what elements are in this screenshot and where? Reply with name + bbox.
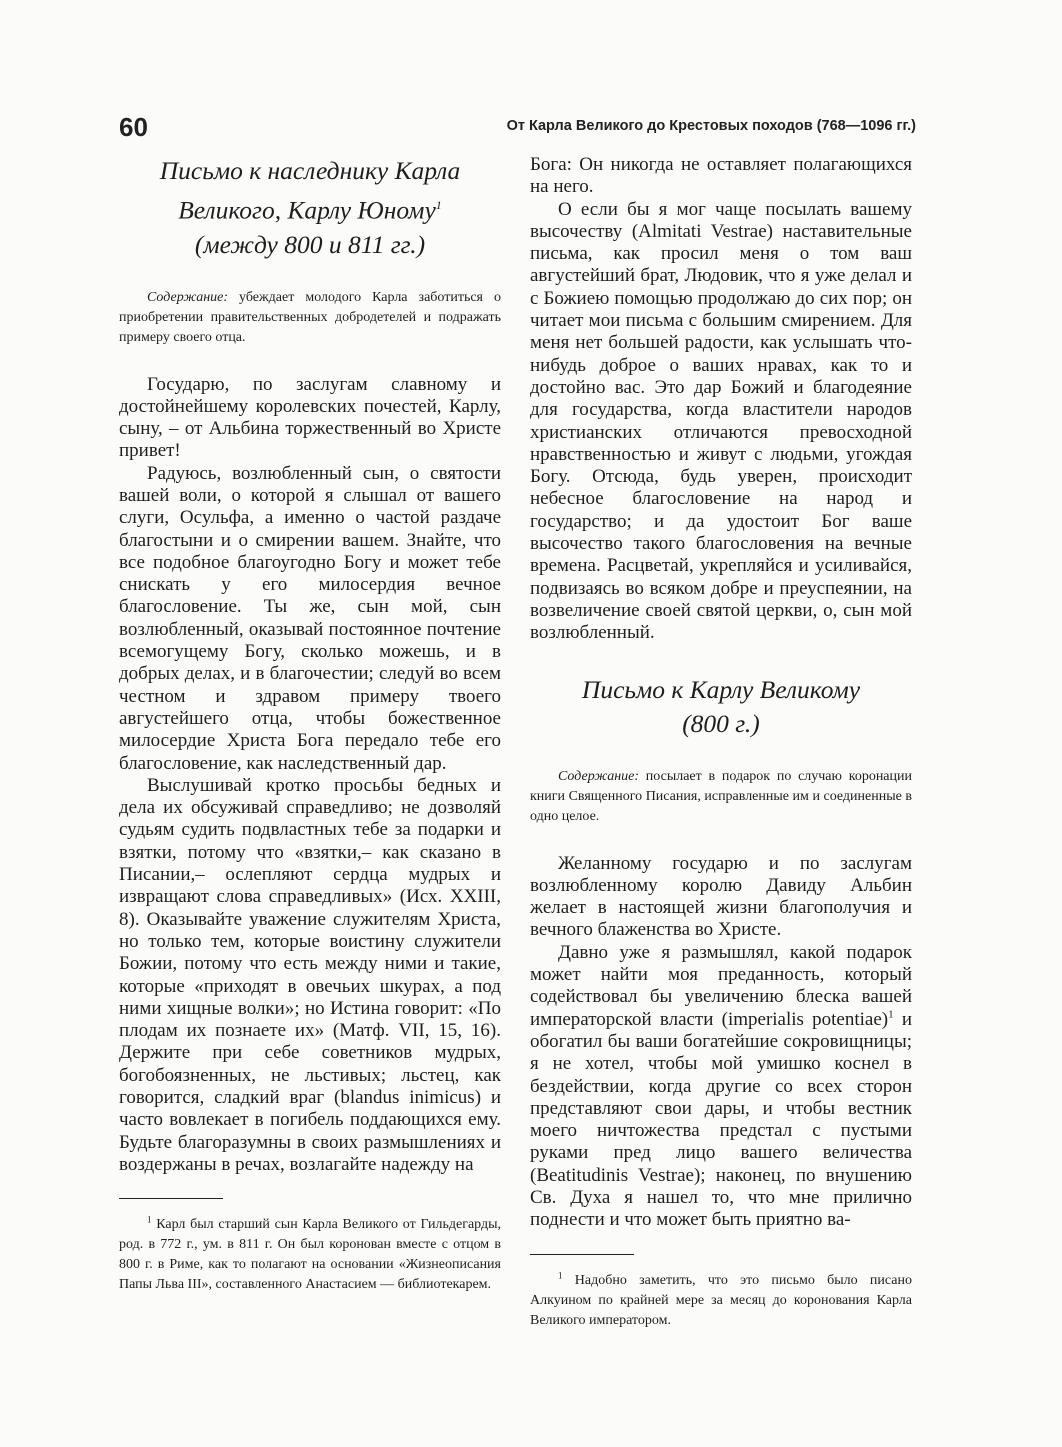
footnote-marker: 1	[435, 198, 442, 212]
footnote-number: 1	[147, 1214, 152, 1225]
paragraph-text: Давно уже я размышлял, какой подарок может найти моя преданность, который содействовал бы увеличению блеска вашей императорской власти (imperialis potentiae)	[530, 941, 912, 1030]
paragraph: Выслушивай кротко просьбы бедных и дела их обсуживай справедливо; не дозволяй судьям судить подвластных тебе за подарки и взятки, потому что «взятки,– как сказано в Писании,– ослепляют сердца мудрых и извращают слова справедливых» (Исх. XXIII, 8). Оказывайте уважение служителям Христа, но только тем, которые воистину служители Божии, потому что есть между ними и такие, которые «приходят в овечьих шкурах, а под ними хищные волки»; но Истина говорит: «По плодам их познаете их» (Матф. VII, 15, 16). Держите при себе советников мудрых, богобоязненных, не льстивых; льстец, как говорится, сладкий враг (blandus inimicus) и часто вовлекает в погибель поддающихся ему. Будьте благоразумны в своих размышлениях и воздержаны в речах, возлагайте надежду на	[119, 774, 501, 1175]
paragraph: О если бы я мог чаще посылать вашему высочеству (Almitati Vestrae) наставительные письма, как просил меня о том ваш августейший брат, Людовик, что я уже делал и с Божиею помощью продолжаю до сих пор; он читает мои письма с большим смирением. Для меня нет большей радости, как услышать что-нибудь доброе о ваших нравах, как то и достойно вас. Это дар Божий и благодеяние для государства, когда властители народов христианских отличаются превосходной нравственностью и живут с людьми, угождая Богу. Отсюда, будь уверен, происходит небесное благословение на народ и государство; и да удостоит Бог ваше высочество такого благословения на вечные времена. Расцветай, укрепляйся и усиливайся, подвизаясь во всяком добре и преуспеянии, на возвеличение своей святой церкви, о, сын мой возлюбленный.	[530, 198, 912, 644]
page-number: 60	[119, 112, 148, 142]
page-header	[119, 112, 916, 148]
letter-body-continued	[530, 154, 912, 645]
paragraph: Желанному государю и по заслугам возлюбленному королю Давиду Альбин желает в настоящей жизни благополучия и вечного блаженства во Христе.	[530, 852, 912, 941]
summary-text: убеждает молодого Карла заботиться о приобретении правительственных добродетелей и подражать примеру своего отца.	[119, 289, 501, 345]
letter-summary	[530, 767, 912, 827]
footnote-text: Карл был старший сын Карла Великого от Гильдегарды, род. в 772 г., ум. в 811 г. Он был коронован вместе с отцом в 800 г. в Риме, как то полагают на основании «Жизнеописания Папы Льва III», составленного Анастасием — библиотекарем.	[119, 1217, 501, 1293]
letter-title-1	[119, 154, 501, 262]
paragraph: Радуюсь, возлюбленный сын, о святости вашей воли, о которой я слышал от вашего слуги, Осульфа, а именно о частой раздаче благостыни и о смирении вашем. Знайте, что все подобное благоугодно Богу и может тебе снискать у его милосердия вечное благословение. Ты же, сын мой, сын возлюбленный, оказывай постоянное почтение всемогущему Богу, сколько можешь, и в добрых делах, и в благочестии; следуй во всем честном и здравом примеру твоего августейшего отца, чтобы божественное милосердие Христа Бога передало тебе его благословение, как наследственный дар.	[119, 462, 501, 774]
running-title: От Карла Великого до Крестовых походов (768—1096 гг.)	[506, 118, 916, 134]
paragraph: Государю, по заслугам славному и достойнейшему королевских почестей, Карлу, сыну, – от Альбина торжественный во Христе привет!	[119, 373, 501, 462]
title-line: Великого, Карлу Юному	[178, 195, 436, 225]
paragraph	[530, 942, 912, 1232]
summary-label: Содержание:	[558, 768, 640, 784]
letter-summary	[119, 288, 501, 348]
right-column	[530, 154, 912, 1331]
title-line: Письмо к наследнику Карла	[159, 156, 461, 185]
letter-title-2	[530, 673, 912, 741]
summary-text: посылает в подарок по случаю коронации книги Священного Писания, исправленные им и соединенные в одно целое.	[530, 768, 912, 824]
footnote-marker: 1	[888, 1008, 894, 1021]
title-line: Письмо к Карлу Великому	[581, 674, 861, 704]
title-line: (800 г.)	[682, 708, 760, 738]
left-column	[119, 154, 501, 1295]
summary-label: Содержание:	[147, 289, 229, 305]
footnote-number: 1	[558, 1269, 563, 1280]
footnote-divider	[119, 1198, 223, 1199]
letter-body	[530, 853, 912, 1232]
paragraph-text: и обогатил бы ваши богатейшие сокровищницы; я не хотел, чтобы мой умишко коснел в бездействии, когда другие со всех сторон представляют свои дары, и чтобы вестник моего ничтожества предстал с пустыми руками пред лицо вашего величества (Beatitudinis Vestrae); наконец, по внушению Св. Духа я нашел то, что мне прилично поднести и что может быть приятно ва-	[530, 1008, 912, 1231]
footnote-text: Надобно заметить, что это письмо было писано Алкуином по крайней мере за месяц до коронования Карла Великого императором.	[530, 1272, 912, 1328]
letter-body	[119, 374, 501, 1177]
footnote	[530, 1271, 912, 1331]
title-line: (между 800 и 811 гг.)	[194, 229, 426, 259]
paragraph: Бога: Он никогда не оставляет полагающихся на него.	[530, 154, 912, 198]
footnote	[119, 1215, 501, 1295]
footnote-divider	[530, 1254, 634, 1255]
